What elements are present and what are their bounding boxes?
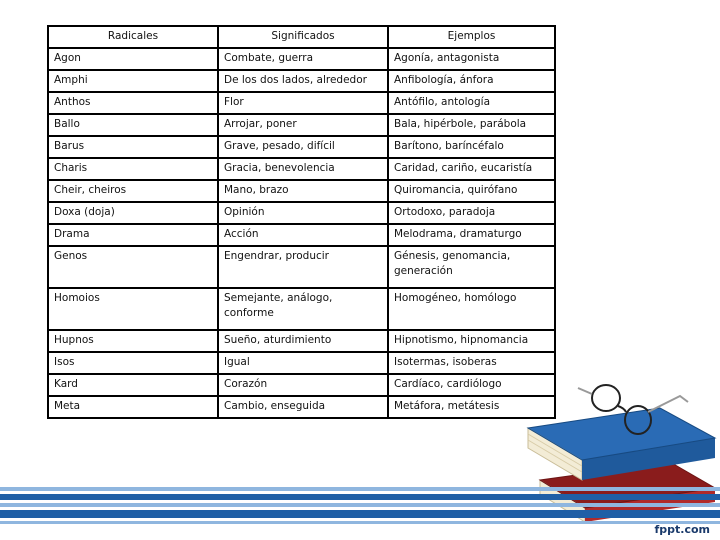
cell-ejemplo: Agonía, antagonista: [388, 48, 555, 70]
cell-ejemplo: Anfibología, ánfora: [388, 70, 555, 92]
cell-radical: Amphi: [48, 70, 218, 92]
brand-logo: fppt.com: [654, 523, 710, 536]
cell-ejemplo: Metáfora, metátesis: [388, 396, 555, 418]
table-row: [48, 202, 555, 224]
cell-ejemplo: Caridad, cariño, eucaristía: [388, 158, 555, 180]
table-row: [48, 330, 555, 352]
cell-radical: Kard: [48, 374, 218, 396]
table-row: [48, 374, 555, 396]
cell-ejemplo: Ortodoxo, paradoja: [388, 202, 555, 224]
cell-radical: Anthos: [48, 92, 218, 114]
cell-radical: Barus: [48, 136, 218, 158]
cell-significado: Semejante, análogo, conforme: [218, 288, 388, 330]
table-row: [48, 92, 555, 114]
cell-radical: Homoios: [48, 288, 218, 330]
cell-ejemplo: Hipnotismo, hipnomancia: [388, 330, 555, 352]
cell-ejemplo: Isotermas, isoberas: [388, 352, 555, 374]
cell-radical: Charis: [48, 158, 218, 180]
footer-stripe-5: [0, 521, 720, 524]
footer-stripe-2: [0, 494, 720, 500]
cell-significado: Flor: [218, 92, 388, 114]
cell-significado: Cambio, enseguida: [218, 396, 388, 418]
cell-ejemplo: Génesis, genomancia, generación: [388, 246, 555, 288]
radicales-table: [47, 25, 556, 419]
cell-radical: Doxa (doja): [48, 202, 218, 224]
table-row: [48, 396, 555, 418]
table-row: [48, 158, 555, 180]
table-row: [48, 48, 555, 70]
cell-radical: Agon: [48, 48, 218, 70]
table-row: [48, 288, 555, 330]
cell-significado: De los dos lados, alrededor: [218, 70, 388, 92]
footer-stripe-1: [0, 487, 720, 491]
cell-significado: Corazón: [218, 374, 388, 396]
header-significados: Significados: [218, 26, 388, 48]
cell-significado: Sueño, aturdimiento: [218, 330, 388, 352]
header-ejemplos: Ejemplos: [388, 26, 555, 48]
cell-radical: Cheir, cheiros: [48, 180, 218, 202]
cell-ejemplo: Barítono, baríncéfalo: [388, 136, 555, 158]
table-row: [48, 70, 555, 92]
footer-stripe-4: [0, 510, 720, 518]
cell-significado: Igual: [218, 352, 388, 374]
cell-ejemplo: Bala, hipérbole, parábola: [388, 114, 555, 136]
header-radicales: Radicales: [48, 26, 218, 48]
cell-radical: Meta: [48, 396, 218, 418]
cell-radical: Hupnos: [48, 330, 218, 352]
table-row: [48, 224, 555, 246]
cell-significado: Arrojar, poner: [218, 114, 388, 136]
table-row: [48, 136, 555, 158]
cell-significado: Gracia, benevolencia: [218, 158, 388, 180]
table-row: [48, 114, 555, 136]
footer-stripe-3: [0, 503, 720, 507]
cell-significado: Mano, brazo: [218, 180, 388, 202]
cell-significado: Combate, guerra: [218, 48, 388, 70]
cell-radical: Genos: [48, 246, 218, 288]
cell-significado: Engendrar, producir: [218, 246, 388, 288]
cell-ejemplo: Quiromancia, quirófano: [388, 180, 555, 202]
cell-radical: Ballo: [48, 114, 218, 136]
cell-radical: Isos: [48, 352, 218, 374]
cell-significado: Acción: [218, 224, 388, 246]
cell-radical: Drama: [48, 224, 218, 246]
cell-significado: Grave, pesado, difícil: [218, 136, 388, 158]
cell-ejemplo: Antófilo, antología: [388, 92, 555, 114]
cell-significado: Opinión: [218, 202, 388, 224]
cell-ejemplo: Melodrama, dramaturgo: [388, 224, 555, 246]
blue-book-icon: [528, 408, 715, 480]
table-row: [48, 246, 555, 288]
table-body: [48, 48, 555, 418]
table-row: [48, 352, 555, 374]
table-header-row: [48, 26, 555, 48]
cell-ejemplo: Homogéneo, homólogo: [388, 288, 555, 330]
cell-ejemplo: Cardíaco, cardiólogo: [388, 374, 555, 396]
table-row: [48, 180, 555, 202]
